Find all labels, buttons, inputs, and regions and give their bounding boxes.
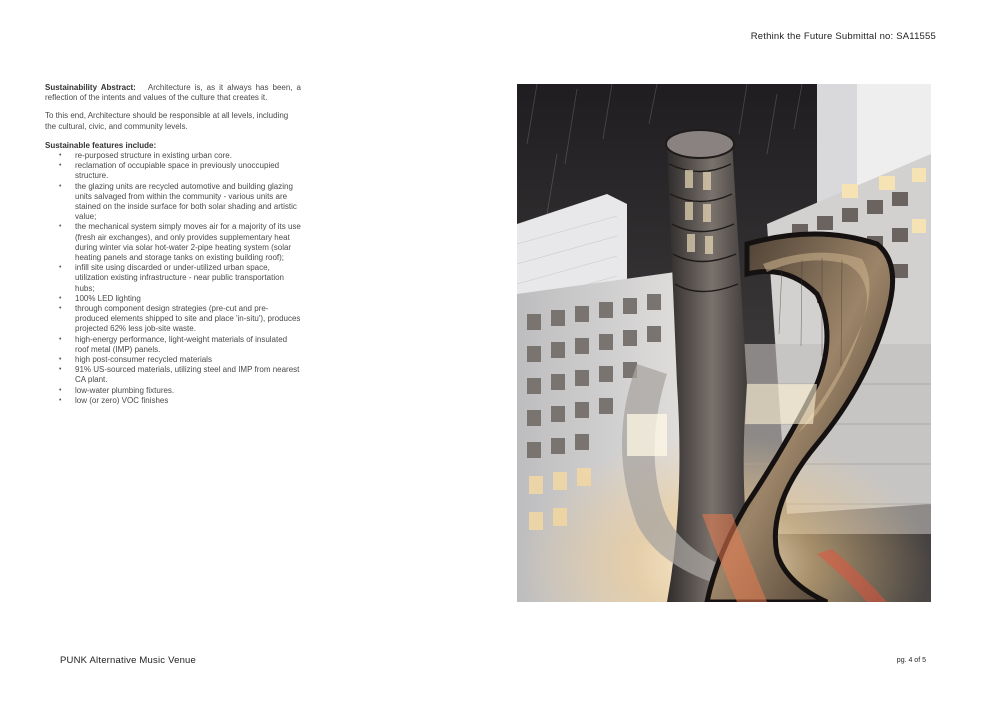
feature-item: • infill site using discarded or under-utilized urban space, utilization existing infrastructure - near public transportation hubs; [45, 263, 301, 294]
feature-item: • the glazing units are recycled automotive and building glazing units salvaged from within the community - various units are stained on the inside surface for both solar shading and artistic value; [45, 182, 301, 223]
abstract-heading: Sustainability Abstract: [45, 83, 136, 92]
features-list [45, 151, 301, 406]
architectural-rendering [517, 84, 931, 602]
project-title: PUNK Alternative Music Venue [60, 655, 197, 666]
feature-item: • high-energy performance, light-weight materials of insulated roof metal (IMP) panels. [45, 335, 301, 355]
abstract-lead-text: Architecture is, as it always has been, a reflection of the intents and values of the culture that creates it. [45, 83, 302, 103]
abstract-lead [45, 83, 301, 103]
submittal-header: Rethink the Future Submittal no: SA11555 [750, 31, 936, 42]
abstract-paragraph: To this end, Architecture should be responsible at all levels, including the cultural, civic, and community levels. [45, 111, 289, 131]
feature-item: • low (or zero) VOC finishes [45, 396, 301, 406]
page-number: pg. 4 of 5 [896, 657, 926, 664]
rendering-illustration [517, 84, 931, 602]
feature-item: • through component design strategies (pre-cut and pre-produced elements shipped to site and place 'in-situ'), produces projected 62% less job-site waste. [45, 304, 301, 335]
feature-item: • the mechanical system simply moves air for a majority of its use (fresh air exchanges), and only provides supplementary heat during winter via solar hot-water 2-pipe heating system (solar heating panels and storage tanks on existing building roof); [45, 222, 301, 263]
feature-item: • low-water plumbing fixtures. [45, 386, 301, 396]
feature-item: • re-purposed structure in existing urban core. [45, 151, 301, 161]
features-title: Sustainable features include: [45, 140, 157, 150]
feature-item: • high post-consumer recycled materials [45, 355, 301, 365]
feature-item: • 100% LED lighting [45, 294, 301, 304]
feature-item: • 91% US-sourced materials, utilizing steel and IMP from nearest CA plant. [45, 365, 301, 385]
sustainability-abstract [45, 83, 301, 406]
feature-item: • reclamation of occupiable space in previously unoccupied structure. [45, 161, 301, 181]
